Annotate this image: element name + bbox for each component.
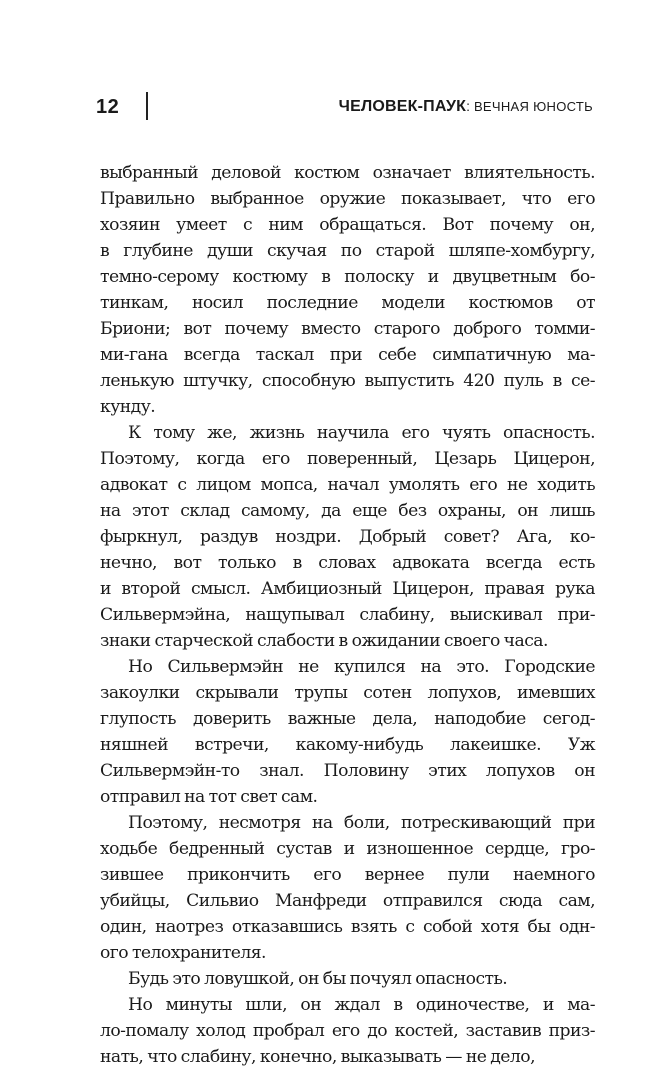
paragraph [100, 160, 595, 420]
text-line: ми-гана всегда таскал при себе симпатичную ма- [100, 345, 595, 365]
text-line: и второй смысл. Амбициозный Цицерон, правая рука [100, 579, 595, 599]
text-line: Бриони; вот почему вместо старого доброго томми- [100, 319, 595, 339]
text-line: адвокат с лицом мопса, начал умолять его не ходить [100, 475, 595, 495]
text-line: знаки старческой слабости в ожидании своего часа. [100, 631, 548, 651]
text-line: ло-помалу холод пробрал его до костей, заставив приз- [100, 1021, 595, 1041]
text-line: фыркнул, раздув ноздри. Добрый совет? Ага, ко- [100, 527, 595, 547]
text-line: ходьбе бедренный сустав и изношенное сердце, гро- [100, 839, 595, 859]
text-line: тинкам, носил последние модели костюмов от [100, 293, 595, 313]
text-line: хозяин умеет с ним обращаться. Вот почему он, [100, 215, 595, 235]
text-line: глупость доверить важные дела, наподобие сегод- [100, 709, 595, 729]
text-line: Сильвермэйна, нащупывал слабину, выискивал при- [100, 605, 595, 625]
text-line: в глубине души скучая по старой шляпе-хомбургу, [100, 241, 595, 261]
text-line: Но минуты шли, он ждал в одиночестве, и ма- [128, 995, 595, 1015]
paragraph [100, 420, 595, 654]
text-line: нать, что слабину, конечно, выказывать — не дело, [100, 1047, 536, 1067]
book-subtitle: ВЕЧНАЯ ЮНОСТЬ [470, 99, 593, 114]
running-head [339, 98, 593, 116]
page-number: 12 [96, 96, 120, 118]
book-title: ЧЕЛОВЕК-ПАУК [338, 98, 467, 115]
text-line: Поэтому, когда его поверенный, Цезарь Цицерон, [100, 449, 595, 469]
text-line: Сильвермэйн-то знал. Половину этих лопухов он [100, 761, 595, 781]
header-divider [146, 92, 148, 120]
running-header [96, 92, 593, 122]
text-line: Правильно выбранное оружие показывает, что его [100, 189, 595, 209]
text-line: К тому же, жизнь научила его чуять опасность. [128, 423, 595, 443]
text-line: убийцы, Сильвио Манфреди отправился сюда сам, [100, 891, 595, 911]
text-line: ленькую штучку, способную выпустить 420 пуль в се- [100, 371, 595, 391]
text-line: темно-серому костюму в полоску и двуцветным бо- [100, 267, 595, 287]
title-separator: : [466, 98, 471, 114]
text-line: нечно, вот только в словах адвоката всегда есть [100, 553, 595, 573]
paragraph [100, 654, 595, 810]
text-line: кунду. [100, 397, 156, 417]
text-line: на этот склад самому, да еще без охраны, он лишь [100, 501, 595, 521]
text-line: Но Сильвермэйн не купился на это. Городские [128, 657, 595, 677]
text-line: Поэтому, несмотря на боли, потрескивающий при [128, 813, 595, 833]
text-line: отправил на тот свет сам. [100, 787, 318, 807]
text-line: один, наотрез отказавшись взять с собой хотя бы одн- [100, 917, 595, 937]
text-line: Будь это ловушкой, он бы почуял опасность. [128, 969, 508, 989]
text-line: выбранный деловой костюм означает влиятельность. [100, 163, 595, 183]
paragraph [100, 992, 595, 1070]
body-text [100, 160, 595, 1070]
text-line: зившее прикончить его вернее пули наемного [100, 865, 595, 885]
paragraph [100, 966, 595, 992]
text-line: закоулки скрывали трупы сотен лопухов, имевших [100, 683, 595, 703]
text-line: ого телохранителя. [100, 943, 266, 963]
text-line: няшней встречи, какому-нибудь лакеишке. Уж [100, 735, 595, 755]
paragraph [100, 810, 595, 966]
